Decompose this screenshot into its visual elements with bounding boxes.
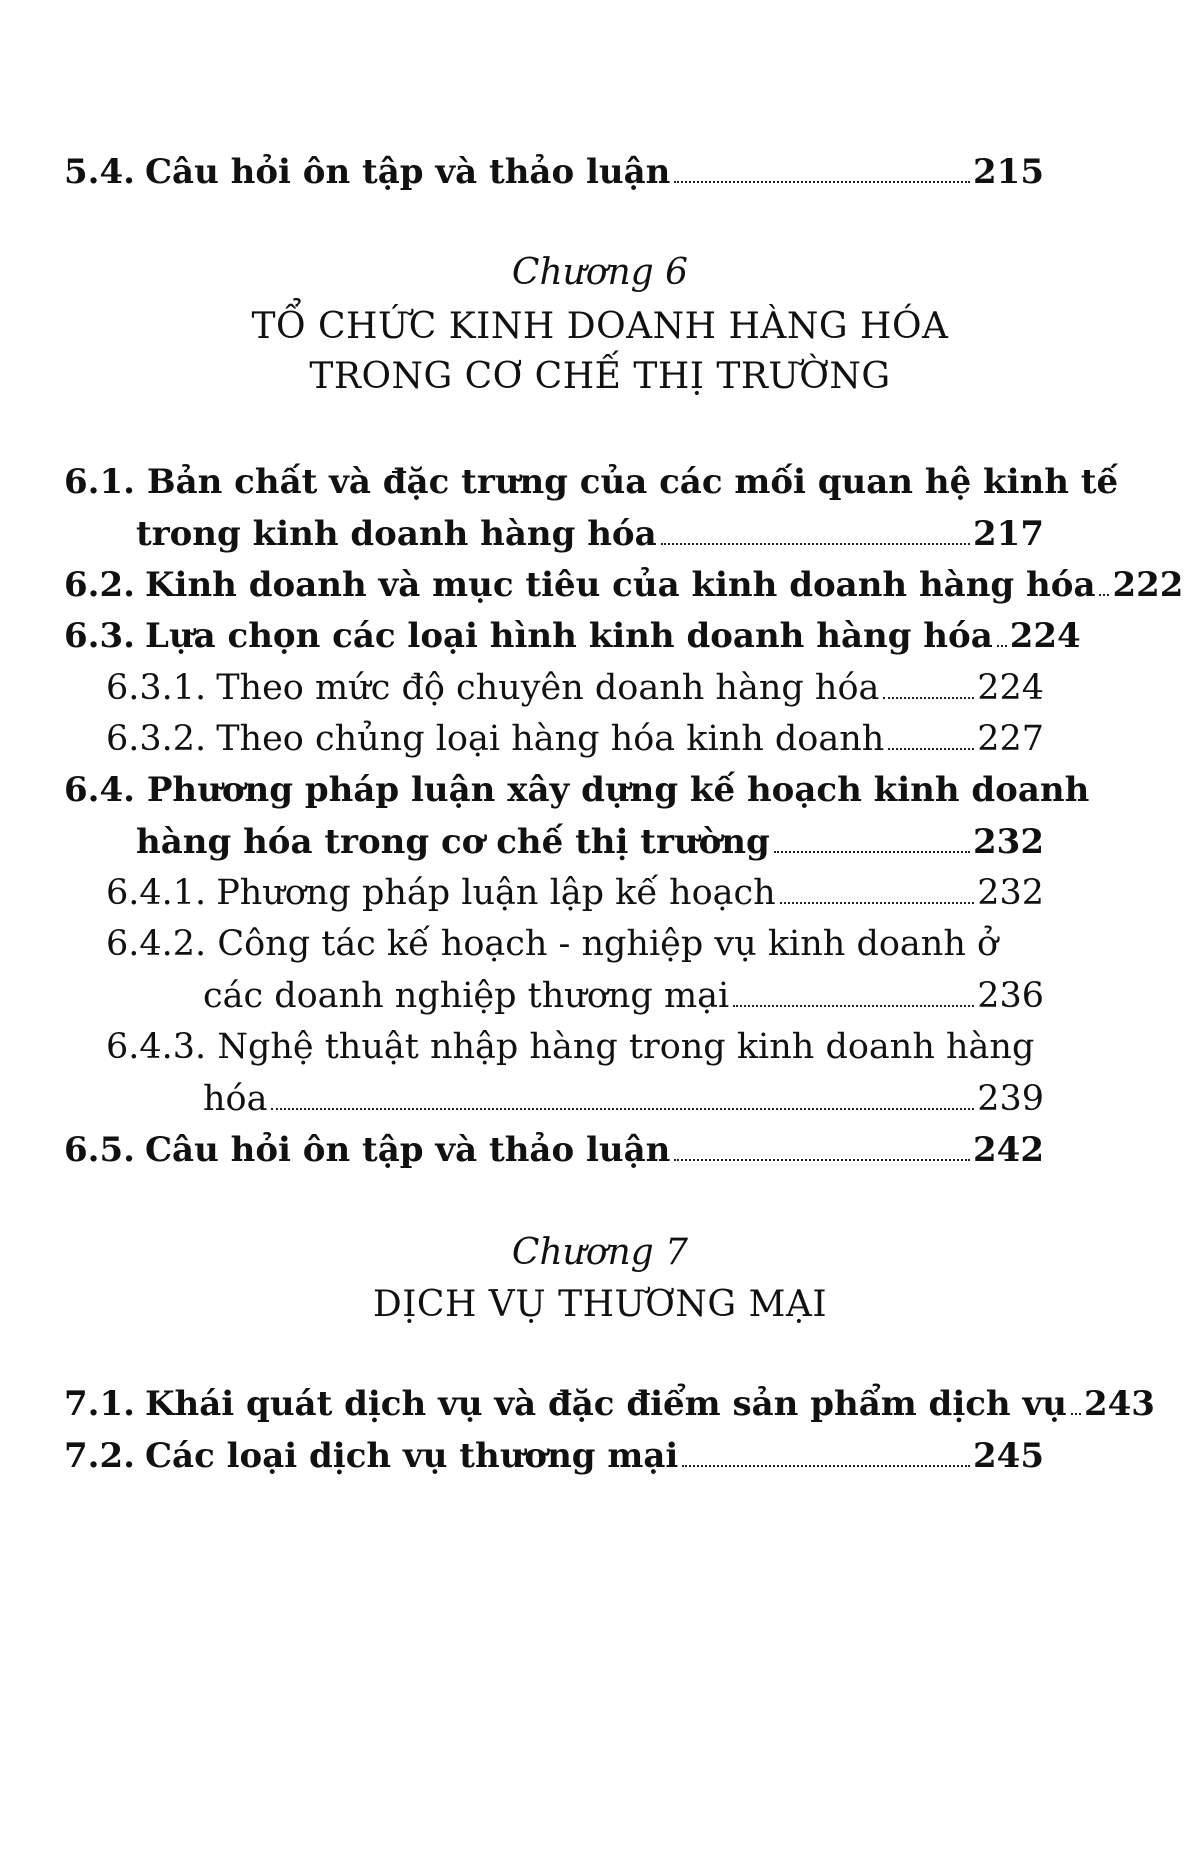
entry-number: 6.4.: [64, 770, 135, 810]
entry-number: 6.3.: [64, 616, 135, 656]
chapter-7-title-line1: DỊCH VỤ THƯƠNG MẠI: [372, 1284, 828, 1325]
entry-page: 242: [973, 1130, 1044, 1170]
toc-entry-6-2: [64, 563, 1184, 607]
entry-number: 5.4.: [64, 152, 135, 192]
entry-title-line2: trong kinh doanh hàng hóa: [136, 514, 657, 554]
chapter-7-label: Chương 7: [511, 1232, 689, 1273]
leader-dots: [661, 543, 970, 545]
entry-page: 232: [977, 873, 1044, 913]
entry-number: 6.2.: [64, 565, 135, 605]
entry-title-line1: Công tác kế hoạch - nghiệp vụ kinh doanh ở: [217, 924, 999, 964]
entry-page: 243: [1083, 1384, 1155, 1424]
chapter-6-title-line2: TRONG CƠ CHẾ THỊ TRƯỜNG: [309, 356, 891, 397]
entry-page: 227: [977, 719, 1044, 759]
entry-number: 6.4.3.: [106, 1027, 207, 1067]
toc-entry-5-4: [64, 150, 1044, 194]
leader-dots: [674, 181, 970, 183]
entry-number: 7.1.: [64, 1384, 135, 1424]
toc-entry-6-3-2: [106, 717, 1044, 761]
leader-dots: [774, 851, 970, 853]
leader-dots: [997, 645, 1007, 647]
toc-entry-6-4-line1: [64, 768, 1089, 812]
entry-title: Theo chủng loại hàng hóa kinh doanh: [216, 719, 885, 759]
leader-dots: [1099, 594, 1109, 596]
entry-title: Lựa chọn các loại hình kinh doanh hàng hóa: [145, 616, 993, 656]
leader-dots: [780, 902, 975, 904]
entry-number: 6.4.1.: [106, 873, 207, 913]
toc-entry-7-2: [64, 1434, 1044, 1478]
toc-entry-6-4-2-line2: [203, 974, 1044, 1018]
toc-entry-6-4-2-line1: [106, 922, 998, 966]
leader-dots: [271, 1108, 974, 1110]
leader-dots: [674, 1159, 970, 1161]
entry-title: Theo mức độ chuyên doanh hàng hóa: [216, 668, 880, 708]
entry-number: 6.1.: [64, 462, 135, 502]
entry-title: Phương pháp luận lập kế hoạch: [216, 873, 776, 913]
toc-entry-6-4-1: [106, 871, 1044, 915]
entry-title-line1: Nghệ thuật nhập hàng trong kinh doanh hàng: [217, 1027, 1035, 1067]
entry-number: 6.4.2.: [106, 924, 207, 964]
entry-page: 224: [977, 668, 1044, 708]
toc-entry-6-4-3-line1: [106, 1025, 1034, 1069]
chapter-6-title-line1: TỔ CHỨC KINH DOANH HÀNG HÓA: [251, 306, 949, 347]
toc-entry-6-5: [64, 1128, 1044, 1172]
toc-entry-6-1-line2: [136, 512, 1044, 556]
entry-page: 215: [973, 152, 1044, 192]
leader-dots: [733, 1005, 974, 1007]
leader-dots: [1071, 1413, 1081, 1415]
entry-page: 232: [973, 822, 1044, 862]
toc-entry-6-3: [64, 614, 1081, 658]
entry-page: 224: [1009, 616, 1081, 656]
leader-dots: [682, 1465, 970, 1467]
toc-entry-6-4-line2: [136, 820, 1044, 864]
entry-title-line1: Phương pháp luận xây dựng kế hoạch kinh doanh: [146, 770, 1090, 810]
entry-title-line1: Bản chất và đặc trưng của các mối quan hệ kinh tế: [146, 462, 1119, 502]
entry-page: 222: [1112, 565, 1184, 605]
entry-title: Các loại dịch vụ thương mại: [145, 1436, 679, 1476]
entry-page: 236: [977, 976, 1044, 1016]
toc-entry-7-1: [64, 1382, 1155, 1426]
entry-page: 245: [973, 1436, 1044, 1476]
entry-title: Câu hỏi ôn tập và thảo luận: [145, 1130, 671, 1170]
entry-number: 6.3.2.: [106, 719, 207, 759]
entry-title-line2: hàng hóa trong cơ chế thị trường: [136, 822, 770, 862]
entry-title: Khái quát dịch vụ và đặc điểm sản phẩm dịch vụ: [145, 1384, 1067, 1424]
entry-number: 6.3.1.: [106, 668, 207, 708]
entry-number: 7.2.: [64, 1436, 135, 1476]
entry-page: 217: [973, 514, 1044, 554]
toc-entry-6-3-1: [106, 666, 1044, 710]
toc-entry-6-4-3-line2: [203, 1077, 1044, 1121]
entry-title-line2: hóa: [203, 1079, 268, 1119]
leader-dots: [888, 748, 974, 750]
leader-dots: [883, 697, 974, 699]
entry-number: 6.5.: [64, 1130, 135, 1170]
chapter-6-label: Chương 6: [511, 252, 689, 293]
toc-entry-6-1-line1: [64, 460, 1118, 504]
entry-page: 239: [977, 1079, 1044, 1119]
entry-title-line2: các doanh nghiệp thương mại: [203, 976, 730, 1016]
entry-title: Câu hỏi ôn tập và thảo luận: [145, 152, 671, 192]
entry-title: Kinh doanh và mục tiêu của kinh doanh hàng hóa: [145, 565, 1096, 605]
